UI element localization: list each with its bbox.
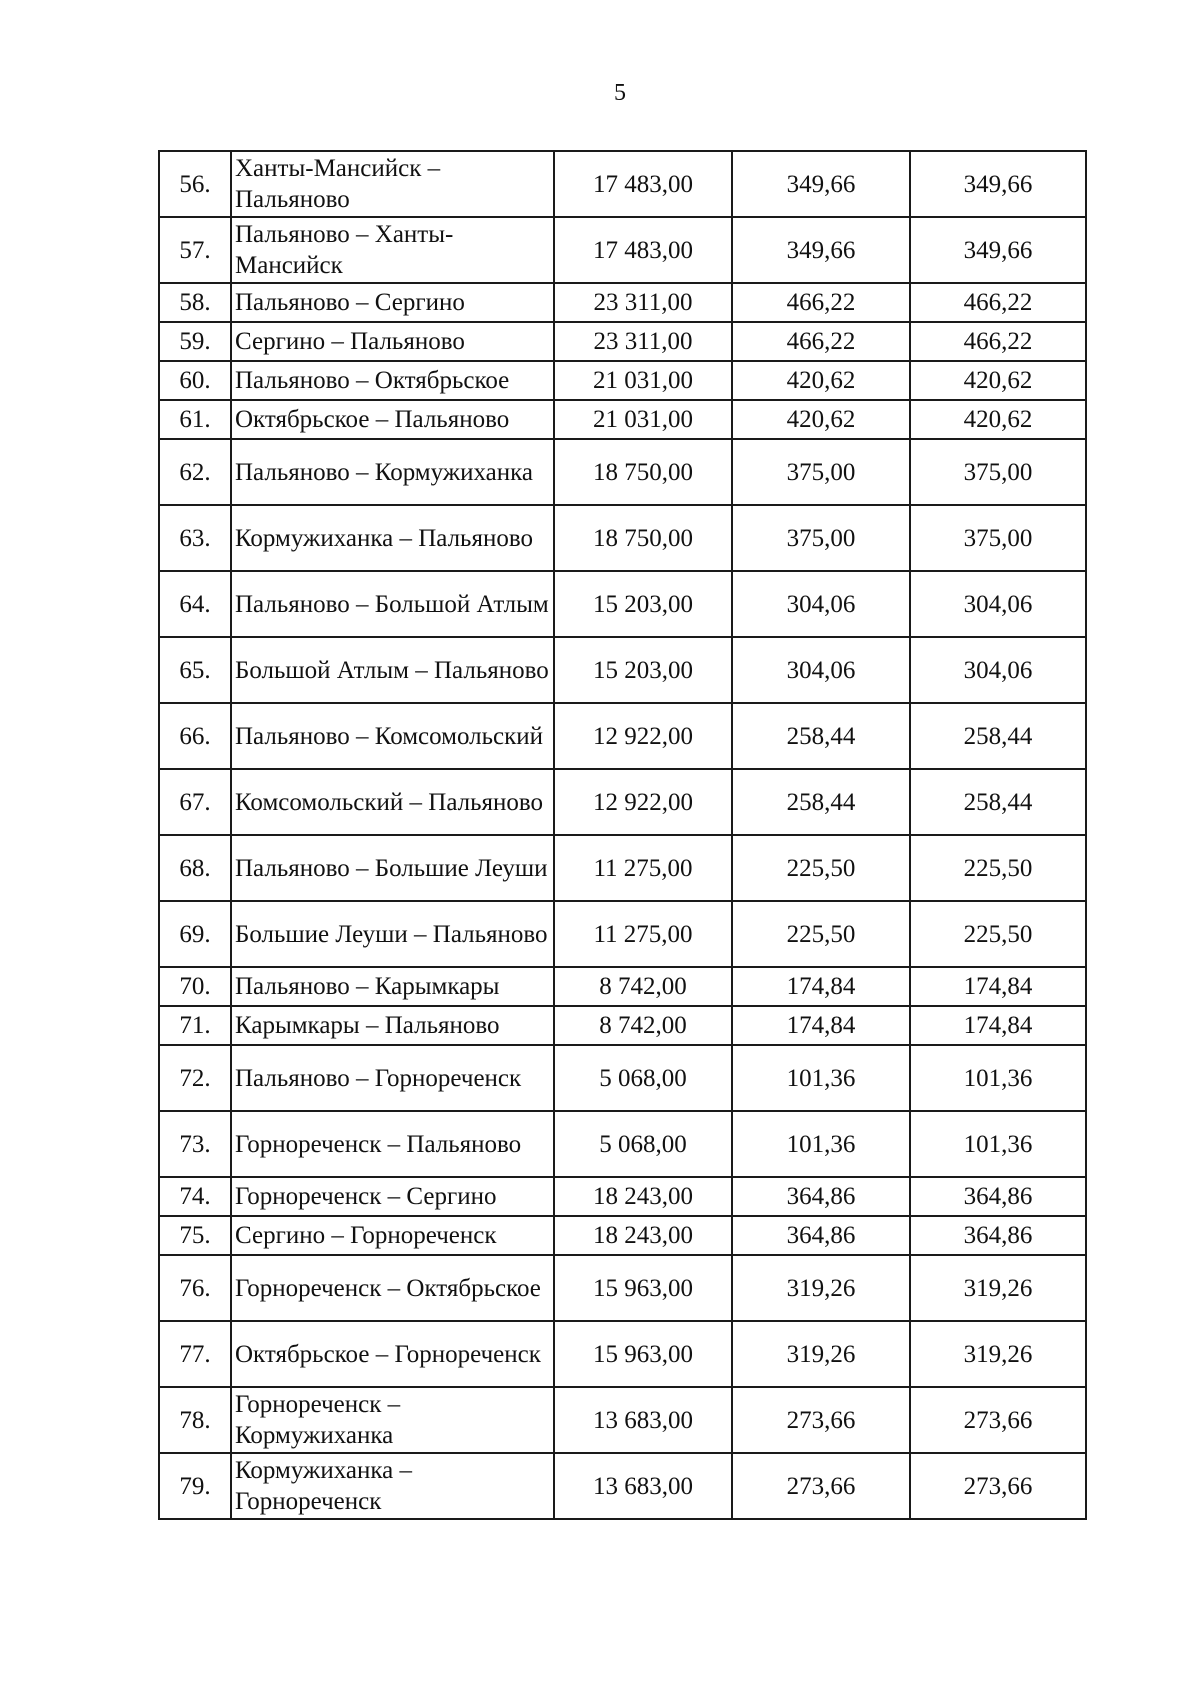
row-number-cell: 67.: [159, 769, 231, 835]
table-row: [159, 1255, 1086, 1321]
fare-cell: 23 311,00: [554, 322, 732, 361]
value-a-cell: 319,26: [732, 1321, 910, 1387]
value-a-cell: 258,44: [732, 769, 910, 835]
table-row: [159, 967, 1086, 1006]
table-row: [159, 1453, 1086, 1519]
route-cell: Карымкары – Пальяново: [231, 1006, 554, 1045]
row-number-cell: 74.: [159, 1177, 231, 1216]
table-row: [159, 901, 1086, 967]
value-b-cell: 319,26: [910, 1255, 1086, 1321]
table-row: [159, 1006, 1086, 1045]
table-row: [159, 505, 1086, 571]
row-number-cell: 60.: [159, 361, 231, 400]
route-cell: Пальяново – Октябрьское: [231, 361, 554, 400]
row-number-cell: 61.: [159, 400, 231, 439]
route-cell: Горнореченск – Пальяново: [231, 1111, 554, 1177]
route-cell: Октябрьское – Пальяново: [231, 400, 554, 439]
row-number-cell: 59.: [159, 322, 231, 361]
fare-cell: 17 483,00: [554, 151, 732, 217]
value-a-cell: 225,50: [732, 901, 910, 967]
row-number-cell: 76.: [159, 1255, 231, 1321]
route-cell: Комсомольский – Пальяново: [231, 769, 554, 835]
route-cell: Пальяново – Карымкары: [231, 967, 554, 1006]
value-a-cell: 349,66: [732, 217, 910, 283]
row-number-cell: 65.: [159, 637, 231, 703]
route-cell: Пальяново – Горнореченск: [231, 1045, 554, 1111]
fares-table-container: [158, 150, 1078, 1520]
row-number-cell: 63.: [159, 505, 231, 571]
table-row: [159, 1045, 1086, 1111]
fare-cell: 8 742,00: [554, 967, 732, 1006]
fare-cell: 11 275,00: [554, 835, 732, 901]
fare-cell: 5 068,00: [554, 1111, 732, 1177]
value-a-cell: 225,50: [732, 835, 910, 901]
value-a-cell: 319,26: [732, 1255, 910, 1321]
row-number-cell: 79.: [159, 1453, 231, 1519]
value-b-cell: 466,22: [910, 283, 1086, 322]
route-cell: Горнореченск – Сергино: [231, 1177, 554, 1216]
fare-cell: 15 203,00: [554, 637, 732, 703]
fare-cell: 21 031,00: [554, 361, 732, 400]
route-cell: Пальяново – Ханты-Мансийск: [231, 217, 554, 283]
route-cell: Большие Леуши – Пальяново: [231, 901, 554, 967]
value-a-cell: 466,22: [732, 322, 910, 361]
table-row: [159, 439, 1086, 505]
fare-cell: 18 243,00: [554, 1216, 732, 1255]
table-row: [159, 400, 1086, 439]
value-a-cell: 349,66: [732, 151, 910, 217]
fare-cell: 13 683,00: [554, 1387, 732, 1453]
value-a-cell: 420,62: [732, 400, 910, 439]
fare-cell: 17 483,00: [554, 217, 732, 283]
value-b-cell: 101,36: [910, 1111, 1086, 1177]
value-a-cell: 364,86: [732, 1177, 910, 1216]
fare-cell: 18 750,00: [554, 505, 732, 571]
value-a-cell: 420,62: [732, 361, 910, 400]
fare-cell: 13 683,00: [554, 1453, 732, 1519]
row-number-cell: 64.: [159, 571, 231, 637]
value-a-cell: 174,84: [732, 1006, 910, 1045]
table-row: [159, 322, 1086, 361]
row-number-cell: 68.: [159, 835, 231, 901]
fare-cell: 18 243,00: [554, 1177, 732, 1216]
route-cell: Октябрьское – Горнореченск: [231, 1321, 554, 1387]
fare-cell: 5 068,00: [554, 1045, 732, 1111]
value-a-cell: 304,06: [732, 571, 910, 637]
route-cell: Ханты-Мансийск – Пальяново: [231, 151, 554, 217]
route-cell: Кормужиханка – Пальяново: [231, 505, 554, 571]
row-number-cell: 56.: [159, 151, 231, 217]
table-row: [159, 769, 1086, 835]
page-number: 5: [614, 80, 626, 106]
row-number-cell: 57.: [159, 217, 231, 283]
value-b-cell: 174,84: [910, 1006, 1086, 1045]
value-b-cell: 225,50: [910, 901, 1086, 967]
value-b-cell: 420,62: [910, 361, 1086, 400]
value-a-cell: 364,86: [732, 1216, 910, 1255]
fare-cell: 12 922,00: [554, 703, 732, 769]
table-row: [159, 1177, 1086, 1216]
value-b-cell: 319,26: [910, 1321, 1086, 1387]
fares-table-body: [159, 151, 1086, 1519]
row-number-cell: 70.: [159, 967, 231, 1006]
fare-cell: 15 963,00: [554, 1321, 732, 1387]
value-b-cell: 364,86: [910, 1216, 1086, 1255]
value-b-cell: 304,06: [910, 571, 1086, 637]
value-b-cell: 420,62: [910, 400, 1086, 439]
value-b-cell: 258,44: [910, 703, 1086, 769]
table-row: [159, 1321, 1086, 1387]
table-row: [159, 571, 1086, 637]
route-cell: Сергино – Пальяново: [231, 322, 554, 361]
route-cell: Пальяново – Сергино: [231, 283, 554, 322]
value-b-cell: 364,86: [910, 1177, 1086, 1216]
value-b-cell: 258,44: [910, 769, 1086, 835]
value-b-cell: 375,00: [910, 505, 1086, 571]
value-a-cell: 375,00: [732, 505, 910, 571]
fares-table: [158, 150, 1087, 1520]
table-row: [159, 835, 1086, 901]
value-a-cell: 304,06: [732, 637, 910, 703]
table-row: [159, 361, 1086, 400]
row-number-cell: 77.: [159, 1321, 231, 1387]
value-b-cell: 273,66: [910, 1387, 1086, 1453]
fare-cell: 15 203,00: [554, 571, 732, 637]
fare-cell: 23 311,00: [554, 283, 732, 322]
route-cell: Пальяново – Большой Атлым: [231, 571, 554, 637]
row-number-cell: 71.: [159, 1006, 231, 1045]
value-b-cell: 375,00: [910, 439, 1086, 505]
value-a-cell: 174,84: [732, 967, 910, 1006]
row-number-cell: 75.: [159, 1216, 231, 1255]
value-a-cell: 101,36: [732, 1045, 910, 1111]
fare-cell: 21 031,00: [554, 400, 732, 439]
value-b-cell: 349,66: [910, 217, 1086, 283]
table-row: [159, 283, 1086, 322]
table-row: [159, 1111, 1086, 1177]
route-cell: Горнореченск – Кормужиханка: [231, 1387, 554, 1453]
value-b-cell: 273,66: [910, 1453, 1086, 1519]
row-number-cell: 69.: [159, 901, 231, 967]
table-row: [159, 217, 1086, 283]
value-a-cell: 101,36: [732, 1111, 910, 1177]
route-cell: Сергино – Горнореченск: [231, 1216, 554, 1255]
route-cell: Пальяново – Кормужиханка: [231, 439, 554, 505]
route-cell: Горнореченск – Октябрьское: [231, 1255, 554, 1321]
row-number-cell: 66.: [159, 703, 231, 769]
table-row: [159, 1216, 1086, 1255]
value-b-cell: 225,50: [910, 835, 1086, 901]
value-a-cell: 375,00: [732, 439, 910, 505]
row-number-cell: 78.: [159, 1387, 231, 1453]
fare-cell: 15 963,00: [554, 1255, 732, 1321]
row-number-cell: 62.: [159, 439, 231, 505]
route-cell: Пальяново – Комсомольский: [231, 703, 554, 769]
fare-cell: 11 275,00: [554, 901, 732, 967]
table-row: [159, 637, 1086, 703]
route-cell: Пальяново – Большие Леуши: [231, 835, 554, 901]
table-row: [159, 1387, 1086, 1453]
route-cell: Большой Атлым – Пальяново: [231, 637, 554, 703]
value-a-cell: 273,66: [732, 1387, 910, 1453]
value-b-cell: 174,84: [910, 967, 1086, 1006]
value-b-cell: 101,36: [910, 1045, 1086, 1111]
fare-cell: 12 922,00: [554, 769, 732, 835]
fare-cell: 8 742,00: [554, 1006, 732, 1045]
value-a-cell: 466,22: [732, 283, 910, 322]
table-row: [159, 151, 1086, 217]
row-number-cell: 73.: [159, 1111, 231, 1177]
row-number-cell: 58.: [159, 283, 231, 322]
value-a-cell: 273,66: [732, 1453, 910, 1519]
value-b-cell: 304,06: [910, 637, 1086, 703]
value-a-cell: 258,44: [732, 703, 910, 769]
table-row: [159, 703, 1086, 769]
value-b-cell: 349,66: [910, 151, 1086, 217]
route-cell: Кормужиханка – Горнореченск: [231, 1453, 554, 1519]
row-number-cell: 72.: [159, 1045, 231, 1111]
value-b-cell: 466,22: [910, 322, 1086, 361]
fare-cell: 18 750,00: [554, 439, 732, 505]
